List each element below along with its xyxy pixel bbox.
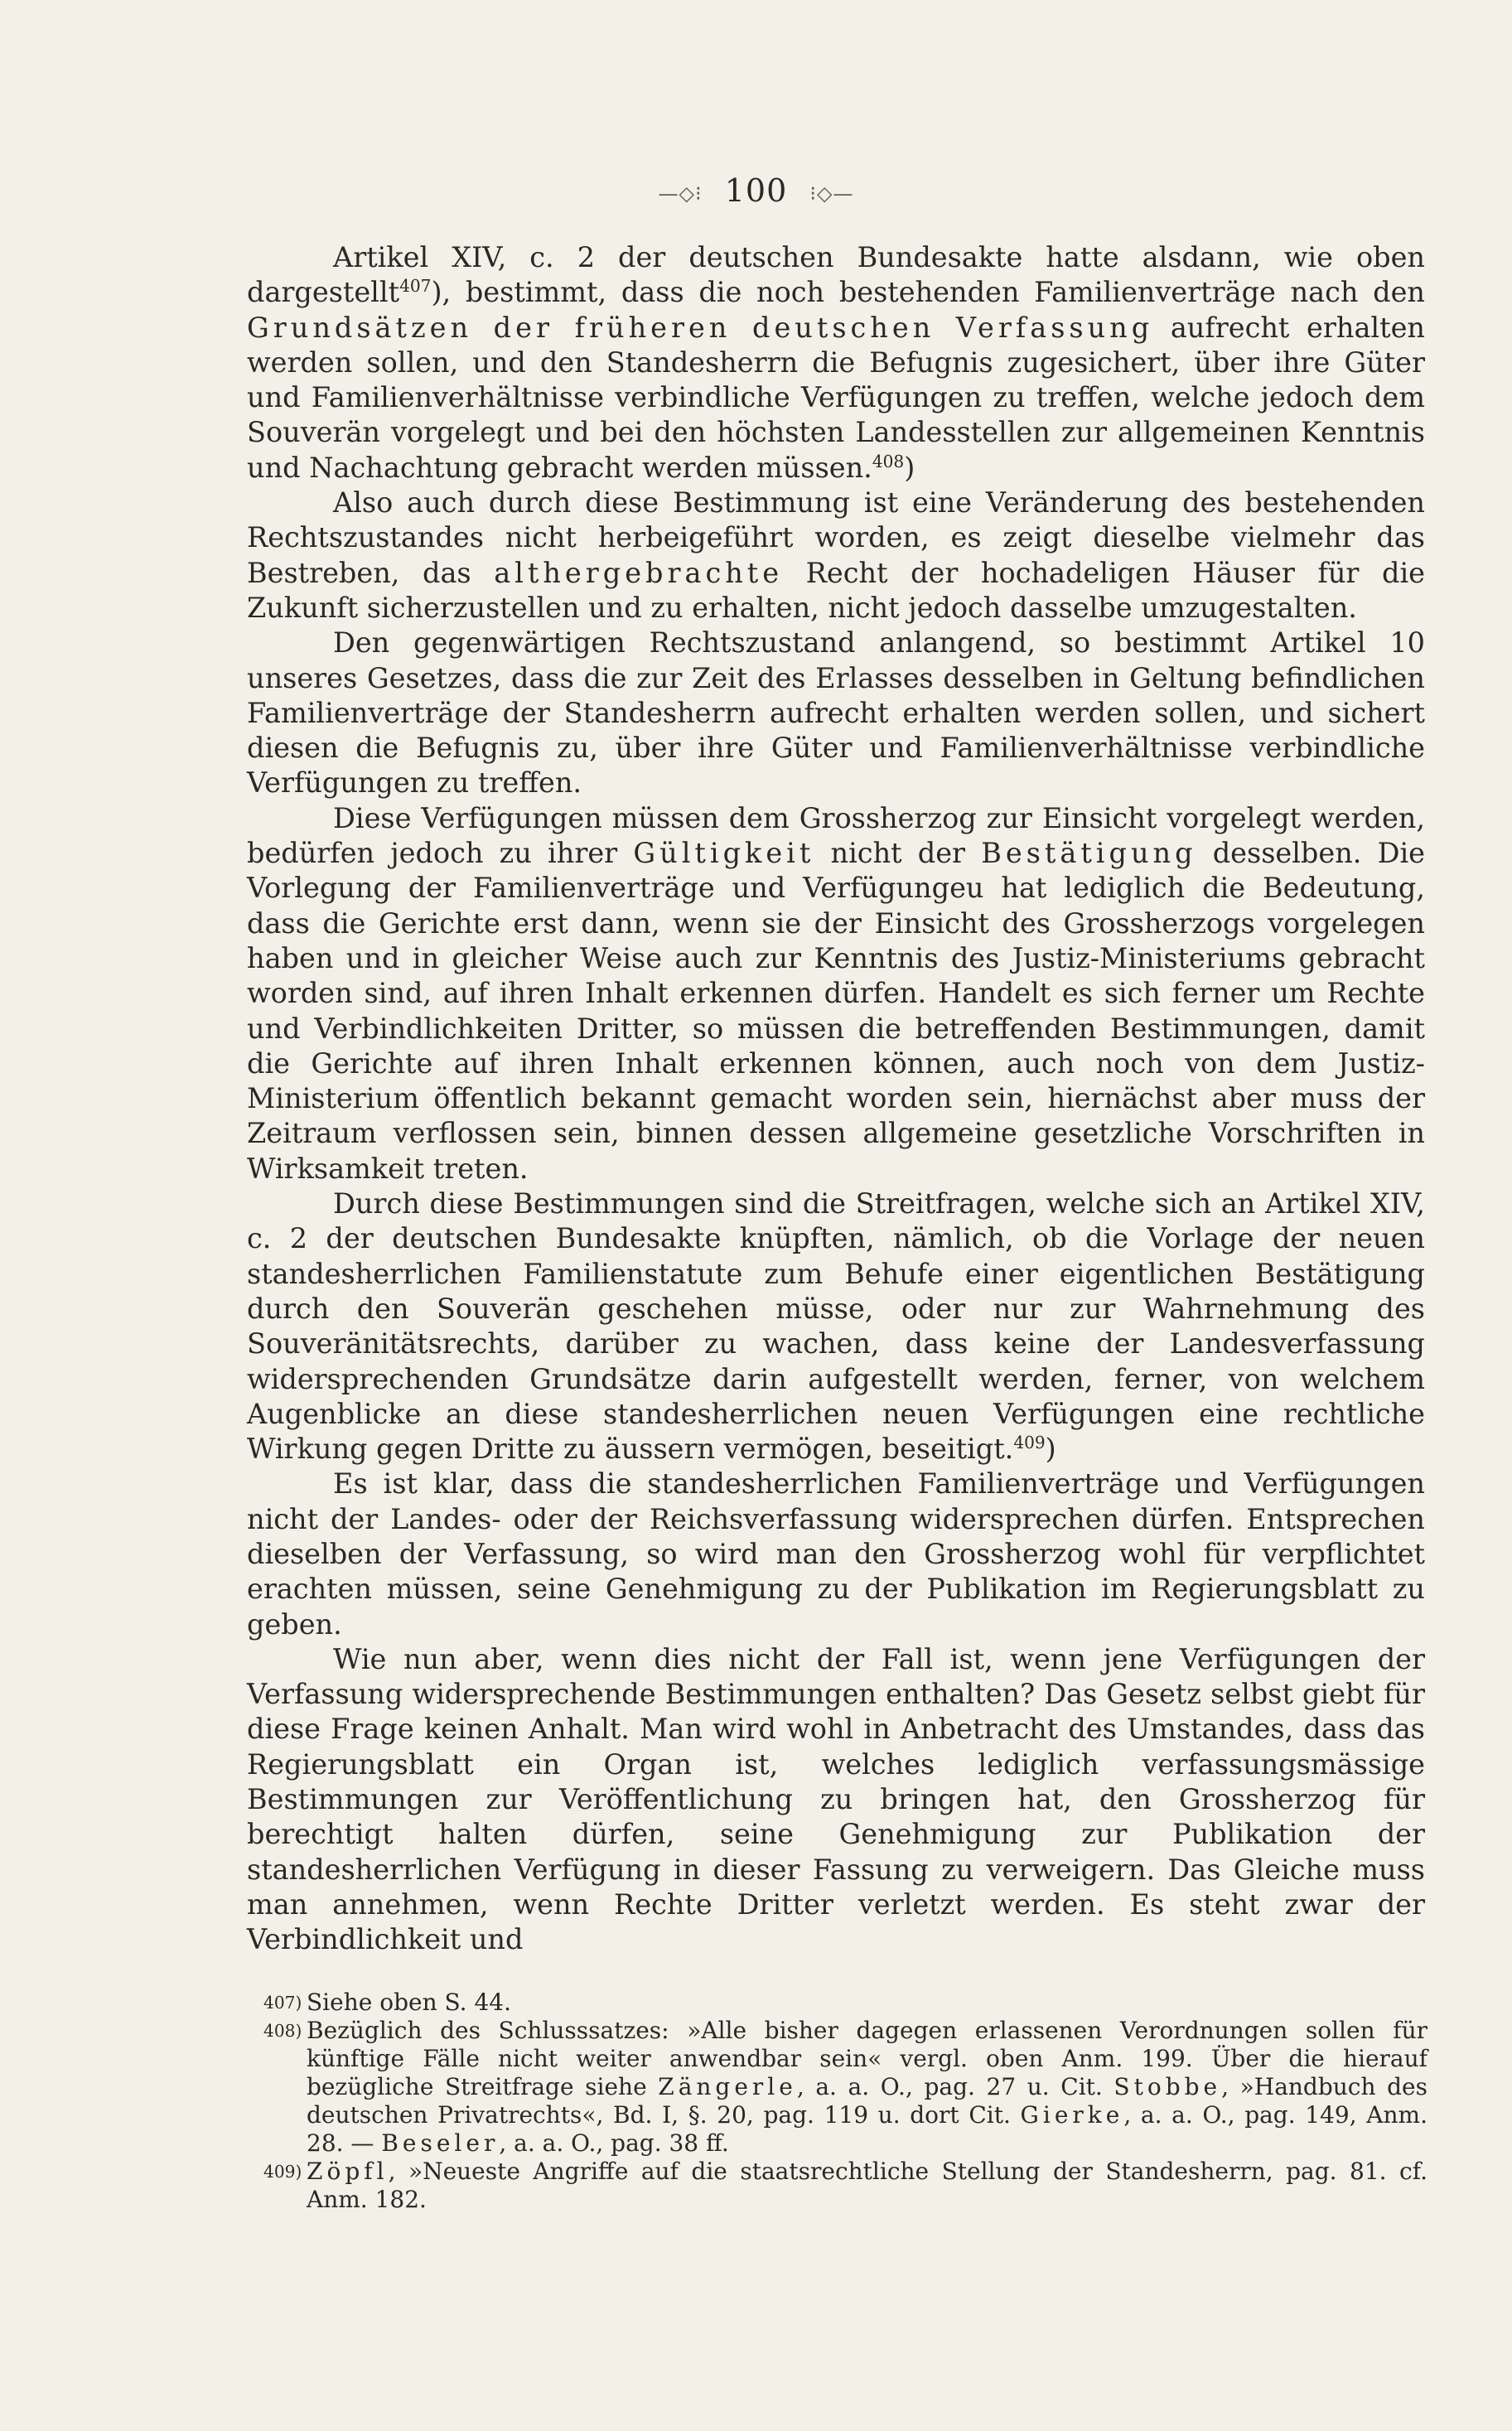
left-ornament-icon: —◇⁝: [658, 181, 703, 205]
paragraph-1: Artikel XIV, c. 2 der deutschen Bundesakte hatte alsdann, wie oben dargestellt$^{407}$), bestimmt, dass die noch bestehenden Familienverträge nach den Grundsätzen der früheren deutschen Verfassung aufrecht erhalten werden sollen, und den Standesherrn die Befugnis zugesichert, über ihre Güter und Familienverhältnisse verbindliche Verfügungen zu treffen, welche jedoch dem Souverän vorgelegt und bei den höchsten Landesstellen zur allgemeinen Kenntnis und Nachachtung gebracht werden müssen.$^{408}$): [247, 241, 1425, 484]
paragraph-4: Diese Verfügungen müssen dem Grossherzog zur Einsicht vorgelegt werden, bedürfen jedoch zu ihrer Gültigkeit nicht der Bestätigung desselben. Die Vorlegung der Familienverträge und Verfügungeu hat lediglich die Bedeutung, dass die Gerichte erst dann, wenn sie der Einsicht des Grossherzogs vorgelegen haben und in gleicher Weise auch zur Kenntnis des Justiz-Ministeriums gebracht worden sind, auf ihren Inhalt erkennen dürfen. Handelt es sich ferner um Rechte und Verbindlichkeiten Dritter, so müssen die betreffenden Bestimmungen, damit die Gerichte auf ihren Inhalt erkennen können, auch noch von dem Justiz-Ministerium öffentlich bekannt gemacht worden sein, hiernächst aber muss der Zeitraum verflossen sein, binnen dessen allgemeine gesetzliche Vorschriften in Wirksamkeit treten.: [247, 801, 1426, 1185]
footnote-ref-408: 408: [872, 451, 905, 471]
paragraph-7: Wie nun aber, wenn dies nicht der Fall ist, wenn jene Verfügungen der Verfassung widersprechende Bestimmungen enthalten? Das Gesetz selbst giebt für diese Frage keinen Anhalt. Man wird wohl in Anbetracht des Umstandes, dass das Regierungsblatt ein Organ ist, welches lediglich verfassungsmässige Bestimmungen zur Veröffentlichung zu bringen hat, den Grossherzog für berechtigt halten dürfen, seine Genehmigung zur Publikation der standesherrlichen Verfügung in dieser Fassung zu verweigern. Das Gleiche muss man annehmen, wenn Rechte Dritter verletzt werden. Es steht zwar der Verbindlichkeit und: [247, 1642, 1425, 1956]
paragraph-5: Durch diese Bestimmungen sind die Streitfragen, welche sich an Artikel XIV, c. 2 der deutschen Bundesakte knüpften, nämlich, ob die Vorlage der neuen standesherrlichen Familienstatute zum Behufe einer eigentlichen Bestätigung durch den Souverän geschehen müsse, oder nur zur Wahrnehmung des Souveränitätsrechts, darüber zu wachen, dass keine der Landesverfassung widersprechenden Grundsätze darin aufgestellt werden, ferner, von welchem Augenblicke an diese standesherrlichen neuen Verfügungen eine rechtliche Wirkung gegen Dritte zu äussern vermögen, beseitigt.$^{409}$): [247, 1187, 1425, 1466]
paragraph-6: Es ist klar, dass die standesherrlichen Familienverträge und Verfügungen nicht der Landes- oder der Reichsverfassung widersprechen dürfen. Entsprechen dieselben der Verfassung, so wird man den Grossherzog wohl für verpflichtet erachten müssen, seine Genehmigung zu der Publikation im Regierungsblatt zu geben.: [247, 1467, 1425, 1641]
page-number: 100: [724, 172, 788, 209]
footnotes: [263, 1989, 1427, 2214]
footnote-409: 409) Zöpfl, »Neueste Angriffe auf die staatsrechtliche Stellung der Standesherrn, pag. 81. cf. Anm. 182.: [263, 2158, 1427, 2213]
footnote-ref-409: 409: [1013, 1432, 1046, 1452]
page-header: [0, 172, 1512, 209]
footnote-ref-407: 407: [399, 276, 432, 297]
main-text: [247, 240, 1425, 1958]
right-ornament-icon: ⁝◇—: [809, 181, 854, 205]
paragraph-2: Also auch durch diese Bestimmung ist eine Veränderung des bestehenden Rechtszustandes nicht herbeigeführt worden, es zeigt dieselbe vielmehr das Bestreben, das althergebrachte Recht der hochadeligen Häuser für die Zukunft sicherzustellen und zu erhalten, nicht jedoch dasselbe umzugestalten.: [247, 486, 1425, 624]
paragraph-3: Den gegenwärtigen Rechtszustand anlangend, so bestimmt Artikel 10 unseres Gesetzes, dass die zur Zeit des Erlasses desselben in Geltung befindlichen Familienverträge der Standesherrn aufrecht erhalten werden sollen, und sichert diesen die Befugnis zu, über ihre Güter und Familienverhältnisse verbindliche Verfügungen zu treffen.: [247, 626, 1425, 800]
footnote-408: 408) Bezüglich des Schlusssatzes: »Alle bisher dagegen erlassenen Verordnungen sollen für künftige Fälle nicht weiter anwendbar sein« vergl. oben Anm. 199. Über die hierauf bezügliche Streitfrage siehe Zängerle, a. a. O., pag. 27 u. Cit. Stobbe, »Handbuch des deutschen Privatrechts«, Bd. I, §. 20, pag. 119 u. dort Cit. Gierke, a. a. O., pag. 149, Anm. 28. — Beseler, a. a. O., pag. 38 ff.: [263, 2017, 1427, 2157]
footnote-407: 407) Siehe oben S. 44.: [263, 1989, 512, 2016]
